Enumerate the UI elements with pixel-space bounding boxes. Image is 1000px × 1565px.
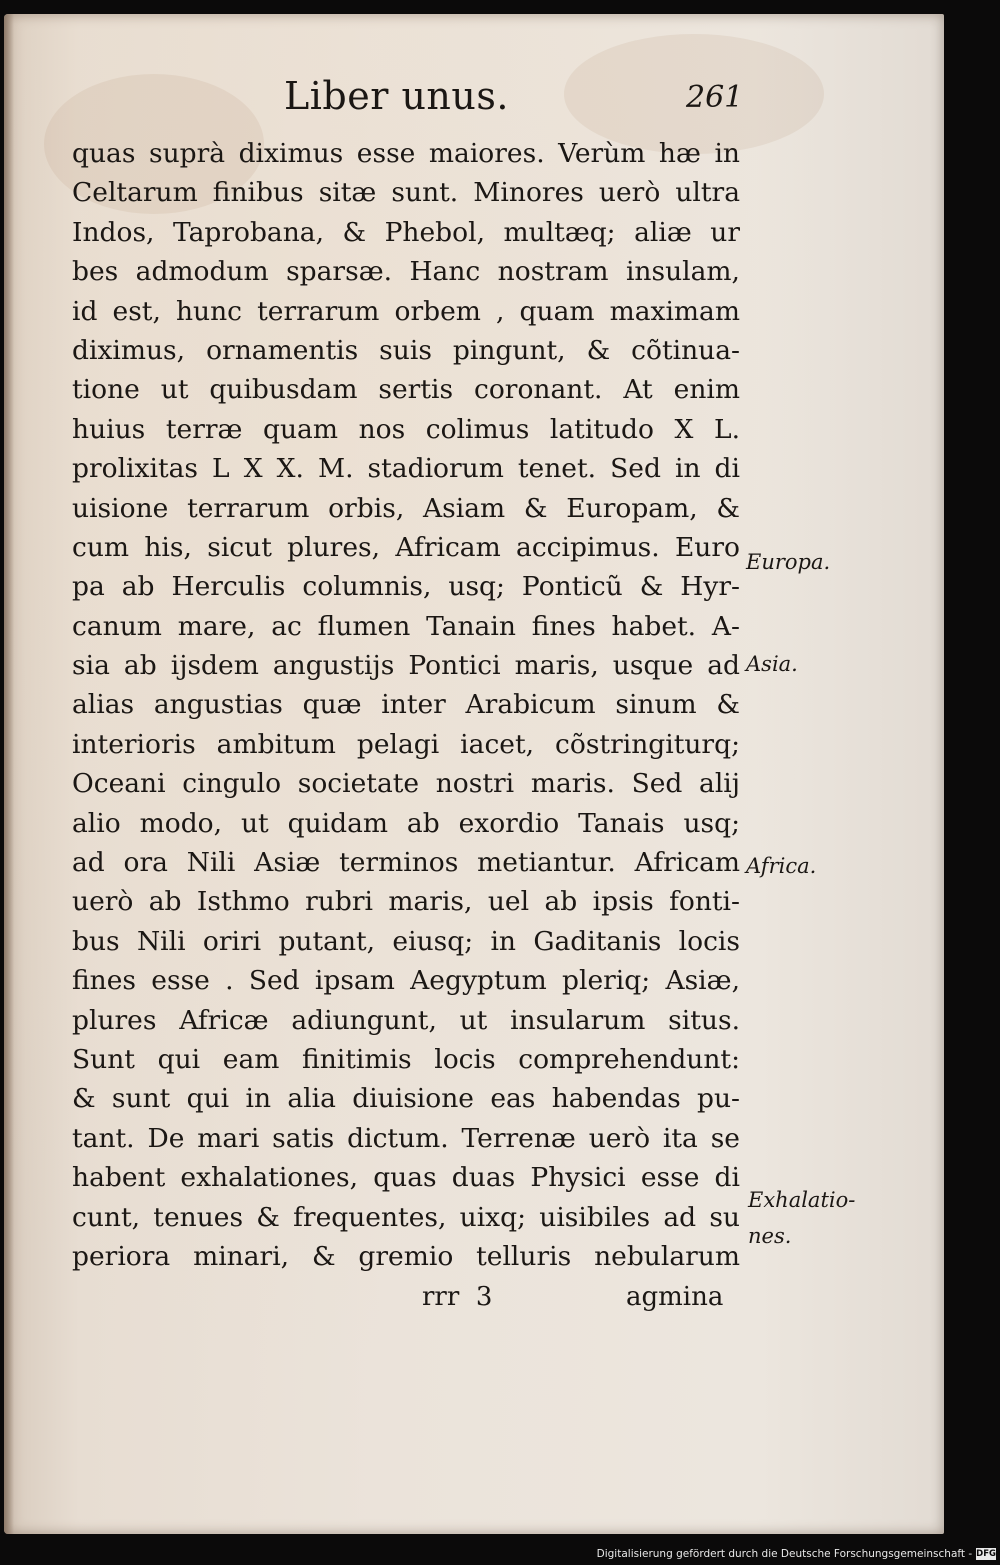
book-page (4, 14, 944, 1534)
catchword: agmina (626, 1282, 724, 1312)
text-line: fines esse . Sed ipsam Aegyptum pleriq; Asiæ, (72, 965, 740, 997)
digitization-credit (596, 1546, 996, 1562)
marginal-note-exhalationes (748, 1182, 855, 1254)
text-line: huius terræ quam nos colimus latitudo X L. (72, 413, 740, 445)
text-line: Celtarum finibus sitæ sunt. Minores uerò ultra (72, 177, 740, 209)
marginal-note-asia: Asia. (746, 652, 798, 676)
text-line: uisione terrarum orbis, Asiam & Europam, & (72, 492, 740, 524)
text-line: Sunt qui eam finitimis locis comprehendunt: (72, 1043, 740, 1075)
running-head: Liber unus. (284, 74, 509, 118)
text-line: tant. De mari satis dictum. Terrenæ uerò ita se (72, 1122, 740, 1154)
marginal-note-line: nes. (748, 1224, 792, 1248)
marginal-note-africa: Africa. (746, 854, 817, 878)
text-line: cum his, sicut plures, Africam accipimus. Euro (72, 531, 740, 563)
text-line: diximus, ornamentis suis pingunt, & cõtinua- (72, 334, 740, 366)
text-line: habent exhalationes, quas duas Physici esse di (72, 1162, 740, 1194)
text-line: cunt, tenues & frequentes, uixq; uisibiles ad su (72, 1201, 740, 1233)
text-line: prolixitas L X X. M. stadiorum tenet. Sed in di (72, 453, 740, 485)
text-line: ad ora Nili Asiæ terminos metiantur. Africam (72, 847, 740, 879)
text-line: sia ab ijsdem angustijs Pontici maris, usque ad (72, 650, 740, 682)
page-number: 261 (686, 80, 744, 115)
text-line: interioris ambitum pelagi iacet, cõstringiturq; (72, 728, 740, 760)
credit-text: Digitalisierung gefördert durch die Deutsche Forschungsgemeinschaft - (596, 1548, 973, 1560)
text-line: Oceani cingulo societate nostri maris. Sed alij (72, 768, 740, 800)
text-line: id est, hunc terrarum orbem , quam maximam (72, 295, 740, 327)
text-line: quas suprà diximus esse maiores. Verùm hæ in (72, 138, 740, 169)
page-gutter-edge (4, 14, 14, 1534)
text-line: canum mare, ac flumen Tanain fines habet. A- (72, 610, 740, 642)
text-line: alio modo, ut quidam ab exordio Tanais usq; (72, 807, 740, 839)
text-line: tione ut quibusdam sertis coronant. At enim (72, 374, 740, 406)
text-line: bus Nili oriri putant, eiusq; in Gaditanis locis (72, 925, 740, 957)
body-text (72, 134, 740, 1276)
dfg-logo: DFG (976, 1549, 996, 1559)
text-line: Indos, Taprobana, & Phebol, multæq; aliæ ur (72, 216, 740, 248)
text-line: bes admodum sparsæ. Hanc nostram insulam, (72, 256, 740, 288)
text-line: uerò ab Isthmo rubri maris, uel ab ipsis fonti- (72, 886, 740, 918)
marginal-note-line: Exhalatio- (748, 1188, 856, 1212)
marginal-note-europa: Europa. (746, 550, 831, 574)
signature-mark: rrr 3 (422, 1282, 493, 1312)
text-line: pa ab Herculis columnis, usq; Ponticũ & Hyr- (72, 571, 740, 603)
text-line: & sunt qui in alia diuisione eas habendas pu- (72, 1083, 740, 1115)
text-line: periora minari, & gremio telluris nebularum (72, 1240, 740, 1272)
text-line: alias angustias quæ inter Arabicum sinum & (72, 689, 740, 721)
text-line: plures Africæ adiungunt, ut insularum situs. (72, 1004, 740, 1036)
